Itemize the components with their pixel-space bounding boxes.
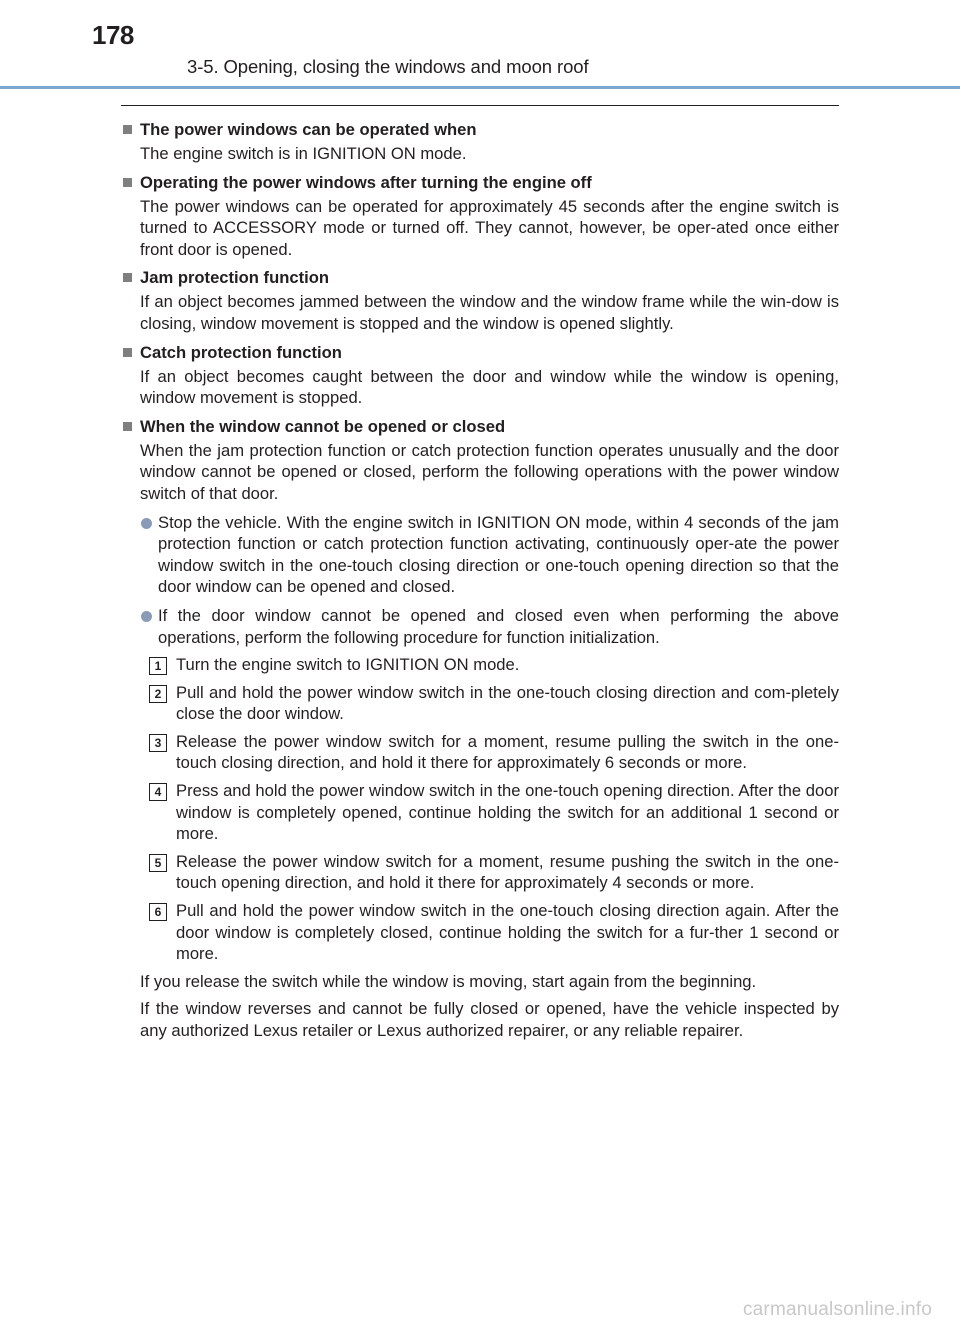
topic-body: The engine switch is in IGNITION ON mode. [140, 144, 467, 163]
topic-after-engine-off [121, 171, 839, 261]
content-divider [121, 105, 839, 106]
topic-heading-text: When the window cannot be opened or closed [140, 416, 506, 436]
topic-heading [121, 266, 839, 290]
watermark: carmanualsonline.info [742, 1299, 932, 1320]
step-number: 6 [149, 903, 167, 921]
topic-heading-text: Jam protection function [140, 268, 329, 288]
square-bullet-icon [123, 178, 132, 187]
initialization-steps [121, 654, 839, 965]
step-item [121, 731, 839, 774]
bullet-item [121, 512, 839, 598]
step-number: 4 [149, 783, 167, 801]
page-header [0, 0, 960, 86]
topic-heading [121, 341, 839, 365]
topic-heading [121, 118, 839, 142]
page-content [121, 118, 839, 1048]
step-item [121, 851, 839, 894]
step-text: Release the power window switch for a moment, resume pulling the switch in the one-touch closing direction, and hold it there for approximately 6 seconds or more. [176, 731, 839, 773]
page-number: 178 [92, 20, 134, 50]
closing-note: If you release the switch while the window is moving, start again from the beginning. [140, 971, 757, 991]
circle-bullet-icon [141, 611, 152, 622]
topic-heading [121, 415, 839, 439]
topic-body: When the jam protection function or catch protection function operates unusually and the door window cannot be opened or closed, perform the following operations with the power window switch of that door. [140, 440, 839, 503]
topic-heading-text: The power windows can be operated when [140, 120, 477, 139]
closing-note: If the window reverses and cannot be fully closed or opened, have the vehicle inspected by any authorized Lexus retailer or Lexus authorized repairer, or any reliable repairer. [140, 999, 839, 1040]
topic-body: If an object becomes jammed between the window and the window frame while the win-dow is closing, window movement is stopped and the window is opened slightly. [140, 292, 839, 333]
topic-window-cannot-operate [121, 415, 839, 1042]
step-number: 5 [149, 854, 167, 872]
square-bullet-icon [123, 273, 132, 282]
step-text: Turn the engine switch to IGNITION ON mode. [176, 655, 520, 675]
square-bullet-icon [123, 348, 132, 357]
topic-heading-text: Catch protection function [140, 342, 342, 362]
topic-body: If an object becomes caught between the door and window while the window is opening, window movement is stopped. [140, 366, 839, 408]
step-number: 2 [149, 685, 167, 703]
topic-body: The power windows can be operated for approximately 45 seconds after the engine switch is turned to ACCESSORY mode or turned off. They cannot, however, be oper-ated once either front door is opened. [140, 196, 839, 259]
topic-operating-condition [121, 118, 839, 165]
square-bullet-icon [123, 125, 132, 134]
step-text: Pull and hold the power window switch in the one-touch closing direction and com-pletely close the door window. [176, 682, 839, 724]
step-text: Press and hold the power window switch in the one-touch opening direction. After the door window is completely opened, continue holding the switch for an additional 1 second or more. [176, 781, 839, 844]
step-item [121, 654, 839, 676]
header-divider [0, 86, 960, 89]
step-item [121, 780, 839, 845]
square-bullet-icon [123, 422, 132, 431]
step-item [121, 682, 839, 725]
step-text: Pull and hold the power window switch in the one-touch closing direction again. After the door window is completely closed, continue holding the switch for a fur-ther 1 second or more. [176, 901, 839, 964]
topic-jam-protection [121, 266, 839, 334]
bullet-text: If the door window cannot be opened and closed even when performing the above operations, perform the following procedure for function initialization. [158, 605, 839, 647]
bullet-text: Stop the vehicle. With the engine switch in IGNITION ON mode, within 4 seconds of the jam protection function or catch protection function activating, continuously oper-ate the power window switch in the one-touch closing direction or one-touch opening direction so that the door window can be opened and closed. [158, 512, 839, 597]
topic-catch-protection [121, 341, 839, 409]
step-number: 3 [149, 734, 167, 752]
bullet-item [121, 605, 839, 648]
topic-heading [121, 171, 839, 195]
section-title: 3-5. Opening, closing the windows and moon roof [187, 56, 589, 77]
step-text: Release the power window switch for a moment, resume pushing the switch in the one-touch opening direction, and hold it there for approximately 4 seconds or more. [176, 851, 839, 893]
circle-bullet-icon [141, 518, 152, 529]
step-number: 1 [149, 657, 167, 675]
step-item [121, 900, 839, 965]
topic-heading-text: Operating the power windows after turning the engine off [140, 172, 592, 192]
